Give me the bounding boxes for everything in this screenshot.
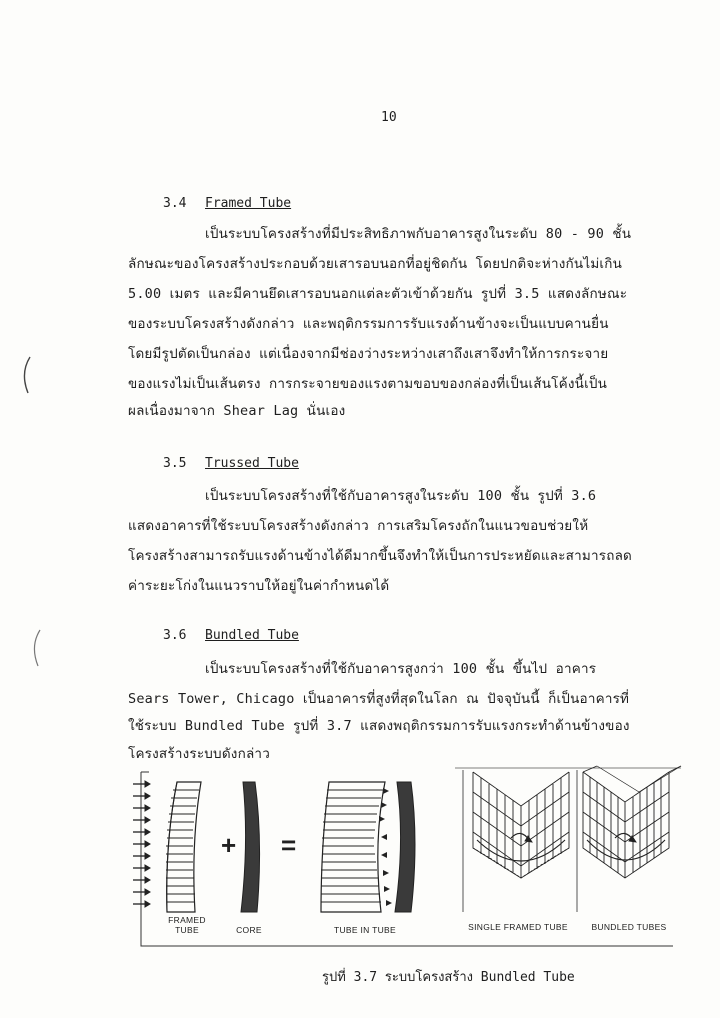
label-framed-tube-line2: TUBE [175,925,199,935]
paragraph-line: ใช้ระบบ Bundled Tube รูปที่ 3.7 แสดงพฤติกรรมการรับแรงกระทำด้านข้างของ [128,718,630,734]
paragraph-line: ผลเนื่องมาจาก Shear Lag นั่นเอง [128,403,346,419]
page-number: 10 [381,110,397,125]
section-heading [163,196,291,211]
section-heading [163,628,299,643]
label-bundled-tubes: BUNDLED TUBES [591,922,667,932]
paragraph-line: แสดงอาคารที่ใช้ระบบโครงสร้างดังกล่าว การเสริมโครงถักในแนวขอบช่วยให้ [128,518,589,534]
section-number: 3.6 [163,628,187,643]
section-title: Bundled Tube [205,628,299,643]
core-diagram [241,782,260,912]
section-title: Trussed Tube [205,456,299,471]
section-number: 3.5 [163,456,187,471]
paragraph-line: โครงสร้างระบบดังกล่าว [128,746,270,762]
section-heading [163,456,299,471]
section-title: Framed Tube [205,196,292,211]
label-framed-tube [155,915,219,935]
single-framed-tube-diagram [473,772,569,878]
plus-symbol: + [221,830,237,860]
paragraph-line: โครงสร้างสามารถรับแรงด้านข้างได้ดีมากขึ้นจึงทำให้เป็นการประหยัดและสามารถลด [128,548,633,564]
tube-in-tube-diagram [321,782,415,912]
paragraph-line: 5.00 เมตร และมีคานยึดเสารอบนอกแต่ละตัวเข้าด้วยกัน รูปที่ 3.5 แสดงลักษณะ [128,286,628,302]
bundled-tubes-diagram [583,766,681,878]
punch-mark [18,355,34,395]
equals-symbol: = [281,830,297,860]
label-framed-tube-line1: FRAMED [168,915,206,925]
paragraph-line: ลักษณะของโครงสร้างประกอบด้วยเสารอบนอกที่อยู่ชิดกัน โดยปกติจะห่างกันไม่เกิน [128,256,623,272]
label-tube-in-tube: TUBE IN TUBE [333,925,396,935]
label-single-framed-tube: SINGLE FRAMED TUBE [468,922,568,932]
framed-tube-diagram [166,782,201,912]
figure-3-7 [125,762,685,952]
paragraph-line: เป็นระบบโครงสร้างที่ใช้กับอาคารสูงกว่า 100 ชั้น ขึ้นไป อาคาร [205,661,597,677]
label-core: CORE [236,925,262,935]
paragraph-line: เป็นระบบโครงสร้างที่ใช้กับอาคารสูงในระดับ 100 ชั้น รูปที่ 3.6 [205,488,597,504]
paragraph-line: ของแรงไม่เป็นเส้นตรง การกระจายของแรงตามขอบของกล่องที่เป็นเส้นโค้งนี้เป็น [128,376,608,392]
figure-caption: รูปที่ 3.7 ระบบโครงสร้าง Bundled Tube [322,970,575,985]
paragraph-line: ค่าระยะโก่งในแนวราบให้อยู่ในค่ากำหนดได้ [128,578,390,594]
punch-mark [28,628,44,668]
paragraph-line: โดยมีรูปตัดเป็นกล่อง แต่เนื่องจากมีช่องว่างระหว่างเสาถึงเสาจึงทำให้การกระจาย [128,346,609,362]
paragraph-line: เป็นระบบโครงสร้างที่มีประสิทธิภาพกับอาคารสูงในระดับ 80 - 90 ชั้น [205,226,632,242]
section-number: 3.4 [163,196,187,211]
paragraph-line: ของระบบโครงสร้างดังกล่าว และพฤติกรรมการรับแรงด้านข้างจะเป็นแบบคานยื่น [128,316,609,332]
paragraph-line: Sears Tower, Chicago เป็นอาคารที่สูงที่สุดในโลก ณ ปัจจุบันนี้ ก็เป็นอาคารที่ [128,691,630,707]
